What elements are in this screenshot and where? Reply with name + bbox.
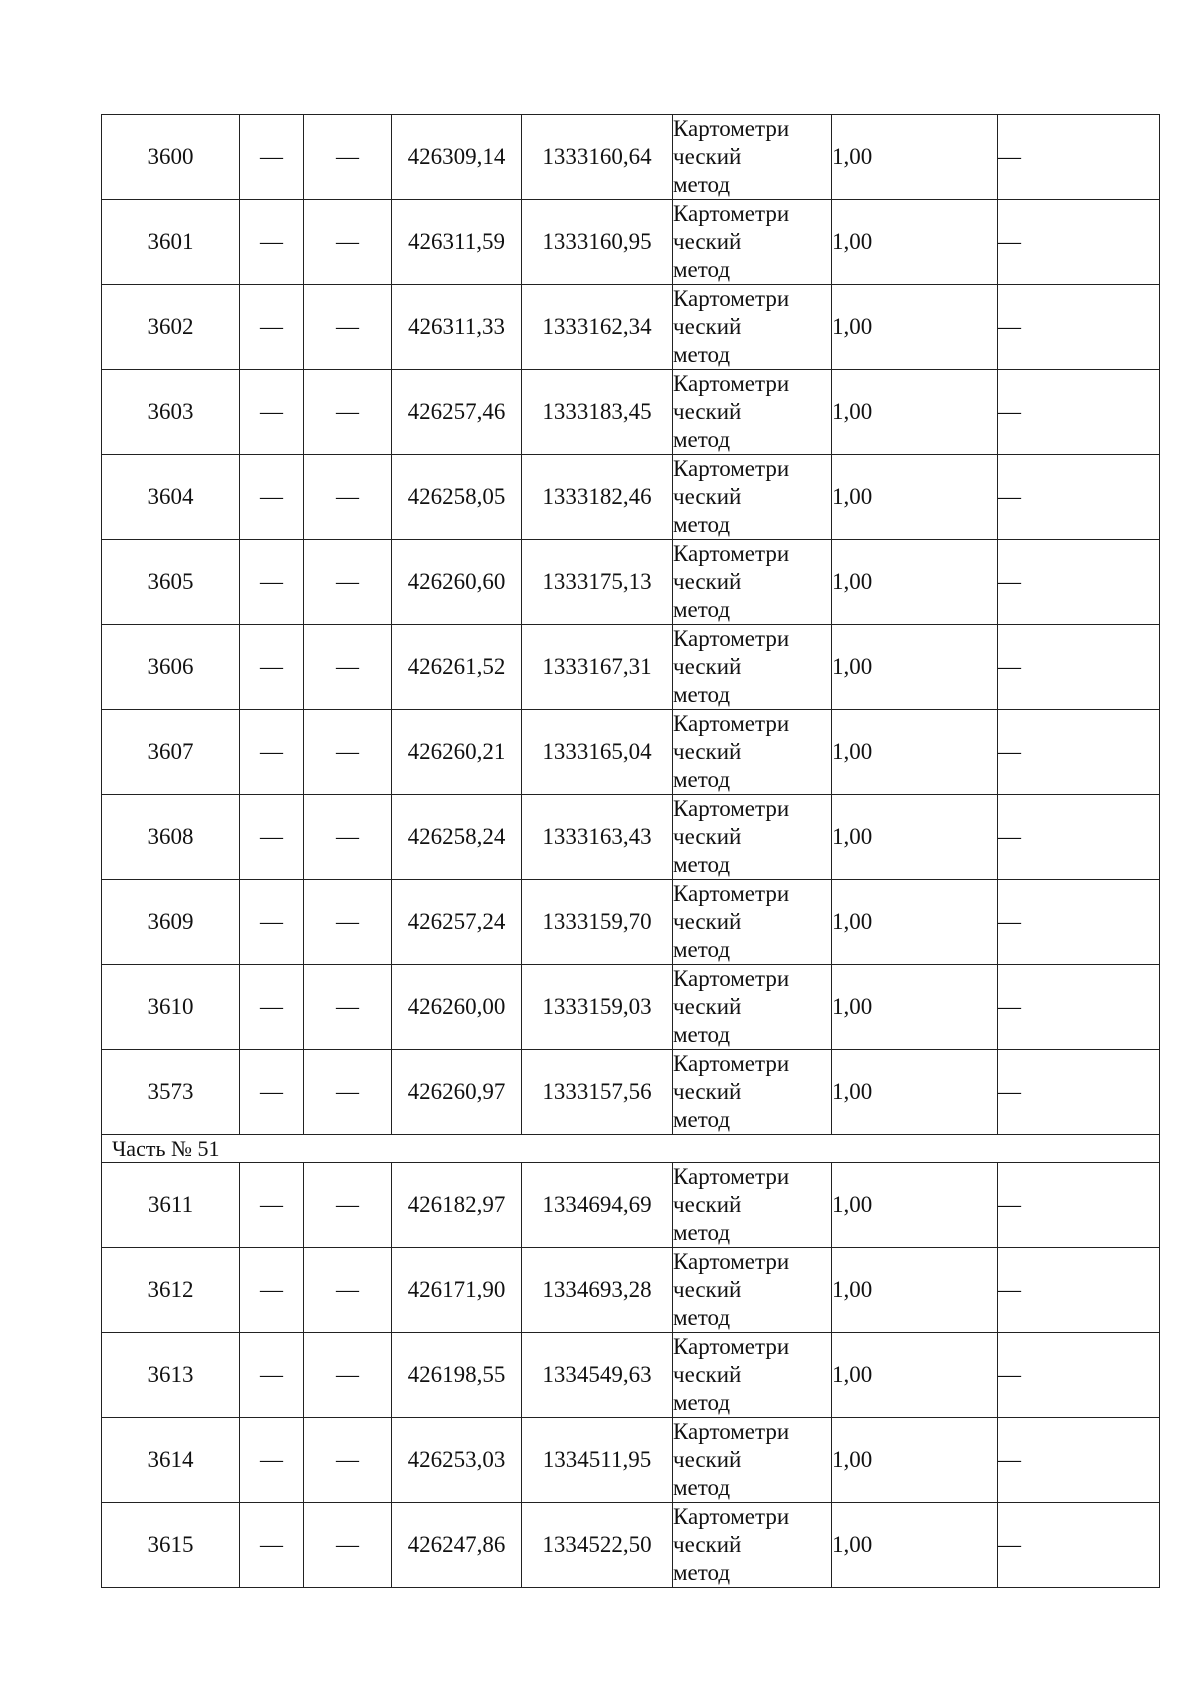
empty-dash-cell: — bbox=[240, 710, 304, 795]
method-cell bbox=[673, 710, 832, 795]
y-coordinate-cell: 1333159,70 bbox=[522, 880, 673, 965]
empty-dash-cell: — bbox=[304, 1050, 392, 1135]
empty-dash-cell: — bbox=[998, 455, 1160, 540]
x-coordinate-cell: 426260,97 bbox=[392, 1050, 522, 1135]
accuracy-cell: 1,00 bbox=[832, 1248, 998, 1333]
empty-dash-cell: — bbox=[998, 1163, 1160, 1248]
y-coordinate-cell: 1333163,43 bbox=[522, 795, 673, 880]
table-row bbox=[102, 370, 1160, 455]
method-text-line: метод bbox=[673, 767, 731, 792]
point-number-cell: 3609 bbox=[102, 880, 240, 965]
part-header-row bbox=[102, 1135, 1160, 1163]
empty-dash-cell: — bbox=[240, 200, 304, 285]
empty-dash-cell: — bbox=[304, 455, 392, 540]
y-coordinate-cell: 1333165,04 bbox=[522, 710, 673, 795]
accuracy-cell: 1,00 bbox=[832, 370, 998, 455]
x-coordinate-cell: 426253,03 bbox=[392, 1418, 522, 1503]
point-number-cell: 3600 bbox=[102, 115, 240, 200]
x-coordinate-cell: 426198,55 bbox=[392, 1333, 522, 1418]
empty-dash-cell: — bbox=[240, 625, 304, 710]
empty-dash-cell: — bbox=[998, 285, 1160, 370]
method-text-line: ческий bbox=[673, 1079, 742, 1104]
point-number-cell: 3602 bbox=[102, 285, 240, 370]
accuracy-cell: 1,00 bbox=[832, 115, 998, 200]
method-text-line: ческий bbox=[673, 1362, 742, 1387]
y-coordinate-cell: 1334694,69 bbox=[522, 1163, 673, 1248]
method-text-line: Картометри bbox=[673, 966, 790, 991]
accuracy-cell: 1,00 bbox=[832, 1163, 998, 1248]
accuracy-cell: 1,00 bbox=[832, 455, 998, 540]
method-cell bbox=[673, 880, 832, 965]
method-text-line: метод bbox=[673, 937, 731, 962]
x-coordinate-cell: 426182,97 bbox=[392, 1163, 522, 1248]
table-row bbox=[102, 1050, 1160, 1135]
table-row bbox=[102, 455, 1160, 540]
accuracy-cell: 1,00 bbox=[832, 880, 998, 965]
y-coordinate-cell: 1334549,63 bbox=[522, 1333, 673, 1418]
accuracy-cell: 1,00 bbox=[832, 285, 998, 370]
empty-dash-cell: — bbox=[240, 1163, 304, 1248]
method-cell bbox=[673, 115, 832, 200]
x-coordinate-cell: 426261,52 bbox=[392, 625, 522, 710]
method-text-line: ческий bbox=[673, 654, 742, 679]
empty-dash-cell: — bbox=[998, 370, 1160, 455]
empty-dash-cell: — bbox=[240, 540, 304, 625]
table-row bbox=[102, 115, 1160, 200]
method-text-line: ческий bbox=[673, 399, 742, 424]
method-text-line: Картометри bbox=[673, 371, 790, 396]
method-cell bbox=[673, 1163, 832, 1248]
point-number-cell: 3604 bbox=[102, 455, 240, 540]
empty-dash-cell: — bbox=[998, 625, 1160, 710]
method-text-line: Картометри bbox=[673, 1504, 790, 1529]
y-coordinate-cell: 1333162,34 bbox=[522, 285, 673, 370]
table-row bbox=[102, 540, 1160, 625]
x-coordinate-cell: 426257,24 bbox=[392, 880, 522, 965]
method-text-line: Картометри bbox=[673, 541, 790, 566]
empty-dash-cell: — bbox=[304, 285, 392, 370]
accuracy-cell: 1,00 bbox=[832, 200, 998, 285]
point-number-cell: 3613 bbox=[102, 1333, 240, 1418]
empty-dash-cell: — bbox=[998, 1333, 1160, 1418]
method-cell bbox=[673, 200, 832, 285]
point-number-cell: 3608 bbox=[102, 795, 240, 880]
table-row bbox=[102, 1333, 1160, 1418]
empty-dash-cell: — bbox=[304, 1163, 392, 1248]
accuracy-cell: 1,00 bbox=[832, 1050, 998, 1135]
method-text-line: Картометри bbox=[673, 1164, 790, 1189]
method-cell bbox=[673, 1503, 832, 1588]
empty-dash-cell: — bbox=[304, 965, 392, 1050]
method-text-line: метод bbox=[673, 682, 731, 707]
method-text-line: ческий bbox=[673, 1532, 742, 1557]
method-cell bbox=[673, 285, 832, 370]
point-number-cell: 3614 bbox=[102, 1418, 240, 1503]
empty-dash-cell: — bbox=[240, 1333, 304, 1418]
method-text-line: метод bbox=[673, 427, 731, 452]
table-row bbox=[102, 710, 1160, 795]
method-text-line: ческий bbox=[673, 314, 742, 339]
method-text-line: Картометри bbox=[673, 1334, 790, 1359]
empty-dash-cell: — bbox=[998, 115, 1160, 200]
method-text-line: метод bbox=[673, 1022, 731, 1047]
y-coordinate-cell: 1333157,56 bbox=[522, 1050, 673, 1135]
x-coordinate-cell: 426260,21 bbox=[392, 710, 522, 795]
method-text-line: метод bbox=[673, 1475, 731, 1500]
empty-dash-cell: — bbox=[998, 965, 1160, 1050]
x-coordinate-cell: 426258,24 bbox=[392, 795, 522, 880]
point-number-cell: 3611 bbox=[102, 1163, 240, 1248]
accuracy-cell: 1,00 bbox=[832, 710, 998, 795]
x-coordinate-cell: 426311,33 bbox=[392, 285, 522, 370]
y-coordinate-cell: 1333160,64 bbox=[522, 115, 673, 200]
method-text-line: ческий bbox=[673, 739, 742, 764]
x-coordinate-cell: 426171,90 bbox=[392, 1248, 522, 1333]
table-row bbox=[102, 1163, 1160, 1248]
empty-dash-cell: — bbox=[998, 200, 1160, 285]
method-text-line: метод bbox=[673, 172, 731, 197]
accuracy-cell: 1,00 bbox=[832, 1333, 998, 1418]
x-coordinate-cell: 426260,60 bbox=[392, 540, 522, 625]
x-coordinate-cell: 426309,14 bbox=[392, 115, 522, 200]
point-number-cell: 3601 bbox=[102, 200, 240, 285]
part-label: Часть № 51 bbox=[102, 1135, 1160, 1163]
method-text-line: метод bbox=[673, 1305, 731, 1330]
point-number-cell: 3606 bbox=[102, 625, 240, 710]
empty-dash-cell: — bbox=[240, 1503, 304, 1588]
y-coordinate-cell: 1333159,03 bbox=[522, 965, 673, 1050]
empty-dash-cell: — bbox=[304, 200, 392, 285]
y-coordinate-cell: 1333182,46 bbox=[522, 455, 673, 540]
empty-dash-cell: — bbox=[998, 880, 1160, 965]
y-coordinate-cell: 1334511,95 bbox=[522, 1418, 673, 1503]
accuracy-cell: 1,00 bbox=[832, 1418, 998, 1503]
point-number-cell: 3610 bbox=[102, 965, 240, 1050]
empty-dash-cell: — bbox=[240, 1418, 304, 1503]
method-cell bbox=[673, 1418, 832, 1503]
method-cell bbox=[673, 370, 832, 455]
empty-dash-cell: — bbox=[998, 1503, 1160, 1588]
empty-dash-cell: — bbox=[304, 370, 392, 455]
empty-dash-cell: — bbox=[998, 1050, 1160, 1135]
method-text-line: метод bbox=[673, 512, 731, 537]
empty-dash-cell: — bbox=[240, 370, 304, 455]
table-row bbox=[102, 965, 1160, 1050]
x-coordinate-cell: 426247,86 bbox=[392, 1503, 522, 1588]
y-coordinate-cell: 1334522,50 bbox=[522, 1503, 673, 1588]
method-cell bbox=[673, 1333, 832, 1418]
empty-dash-cell: — bbox=[304, 1503, 392, 1588]
method-text-line: Картометри bbox=[673, 626, 790, 651]
empty-dash-cell: — bbox=[998, 710, 1160, 795]
empty-dash-cell: — bbox=[998, 1418, 1160, 1503]
empty-dash-cell: — bbox=[240, 965, 304, 1050]
empty-dash-cell: — bbox=[998, 1248, 1160, 1333]
method-cell bbox=[673, 540, 832, 625]
accuracy-cell: 1,00 bbox=[832, 795, 998, 880]
point-number-cell: 3615 bbox=[102, 1503, 240, 1588]
coordinates-table-body bbox=[102, 115, 1160, 1588]
method-text-line: Картометри bbox=[673, 881, 790, 906]
method-text-line: ческий bbox=[673, 994, 742, 1019]
point-number-cell: 3603 bbox=[102, 370, 240, 455]
method-cell bbox=[673, 455, 832, 540]
point-number-cell: 3605 bbox=[102, 540, 240, 625]
empty-dash-cell: — bbox=[304, 540, 392, 625]
method-text-line: метод bbox=[673, 1107, 731, 1132]
empty-dash-cell: — bbox=[240, 115, 304, 200]
empty-dash-cell: — bbox=[304, 710, 392, 795]
method-text-line: метод bbox=[673, 342, 731, 367]
method-cell bbox=[673, 965, 832, 1050]
method-text-line: Картометри bbox=[673, 796, 790, 821]
table-row bbox=[102, 285, 1160, 370]
method-text-line: метод bbox=[673, 597, 731, 622]
x-coordinate-cell: 426260,00 bbox=[392, 965, 522, 1050]
method-text-line: Картометри bbox=[673, 711, 790, 736]
y-coordinate-cell: 1333175,13 bbox=[522, 540, 673, 625]
x-coordinate-cell: 426257,46 bbox=[392, 370, 522, 455]
table-row bbox=[102, 1248, 1160, 1333]
point-number-cell: 3612 bbox=[102, 1248, 240, 1333]
accuracy-cell: 1,00 bbox=[832, 965, 998, 1050]
table-row bbox=[102, 625, 1160, 710]
empty-dash-cell: — bbox=[998, 540, 1160, 625]
table-row bbox=[102, 880, 1160, 965]
method-text-line: Картометри bbox=[673, 1419, 790, 1444]
method-text-line: метод bbox=[673, 1560, 731, 1585]
method-text-line: Картометри bbox=[673, 286, 790, 311]
accuracy-cell: 1,00 bbox=[832, 1503, 998, 1588]
method-text-line: Картометри bbox=[673, 1051, 790, 1076]
empty-dash-cell: — bbox=[240, 1050, 304, 1135]
empty-dash-cell: — bbox=[304, 1333, 392, 1418]
table-row bbox=[102, 795, 1160, 880]
method-text-line: ческий bbox=[673, 144, 742, 169]
accuracy-cell: 1,00 bbox=[832, 540, 998, 625]
table-row bbox=[102, 1503, 1160, 1588]
method-text-line: метод bbox=[673, 1220, 731, 1245]
x-coordinate-cell: 426258,05 bbox=[392, 455, 522, 540]
empty-dash-cell: — bbox=[240, 285, 304, 370]
y-coordinate-cell: 1333183,45 bbox=[522, 370, 673, 455]
y-coordinate-cell: 1333160,95 bbox=[522, 200, 673, 285]
method-cell bbox=[673, 1050, 832, 1135]
method-text-line: Картометри bbox=[673, 1249, 790, 1274]
empty-dash-cell: — bbox=[304, 1418, 392, 1503]
method-cell bbox=[673, 625, 832, 710]
method-text-line: Картометри bbox=[673, 201, 790, 226]
coordinates-table bbox=[101, 114, 1160, 1588]
empty-dash-cell: — bbox=[240, 455, 304, 540]
method-text-line: ческий bbox=[673, 1277, 742, 1302]
empty-dash-cell: — bbox=[240, 1248, 304, 1333]
empty-dash-cell: — bbox=[304, 880, 392, 965]
method-text-line: ческий bbox=[673, 909, 742, 934]
method-text-line: метод bbox=[673, 852, 731, 877]
method-text-line: ческий bbox=[673, 484, 742, 509]
empty-dash-cell: — bbox=[304, 1248, 392, 1333]
method-text-line: ческий bbox=[673, 229, 742, 254]
x-coordinate-cell: 426311,59 bbox=[392, 200, 522, 285]
table-row bbox=[102, 1418, 1160, 1503]
table-row bbox=[102, 200, 1160, 285]
method-cell bbox=[673, 795, 832, 880]
empty-dash-cell: — bbox=[998, 795, 1160, 880]
y-coordinate-cell: 1333167,31 bbox=[522, 625, 673, 710]
method-text-line: ческий bbox=[673, 569, 742, 594]
point-number-cell: 3607 bbox=[102, 710, 240, 795]
method-cell bbox=[673, 1248, 832, 1333]
method-text-line: ческий bbox=[673, 824, 742, 849]
point-number-cell: 3573 bbox=[102, 1050, 240, 1135]
method-text-line: ческий bbox=[673, 1447, 742, 1472]
empty-dash-cell: — bbox=[240, 880, 304, 965]
method-text-line: Картометри bbox=[673, 456, 790, 481]
empty-dash-cell: — bbox=[304, 115, 392, 200]
method-text-line: метод bbox=[673, 1390, 731, 1415]
empty-dash-cell: — bbox=[304, 625, 392, 710]
empty-dash-cell: — bbox=[240, 795, 304, 880]
method-text-line: ческий bbox=[673, 1192, 742, 1217]
method-text-line: метод bbox=[673, 257, 731, 282]
accuracy-cell: 1,00 bbox=[832, 625, 998, 710]
method-text-line: Картометри bbox=[673, 116, 790, 141]
y-coordinate-cell: 1334693,28 bbox=[522, 1248, 673, 1333]
empty-dash-cell: — bbox=[304, 795, 392, 880]
